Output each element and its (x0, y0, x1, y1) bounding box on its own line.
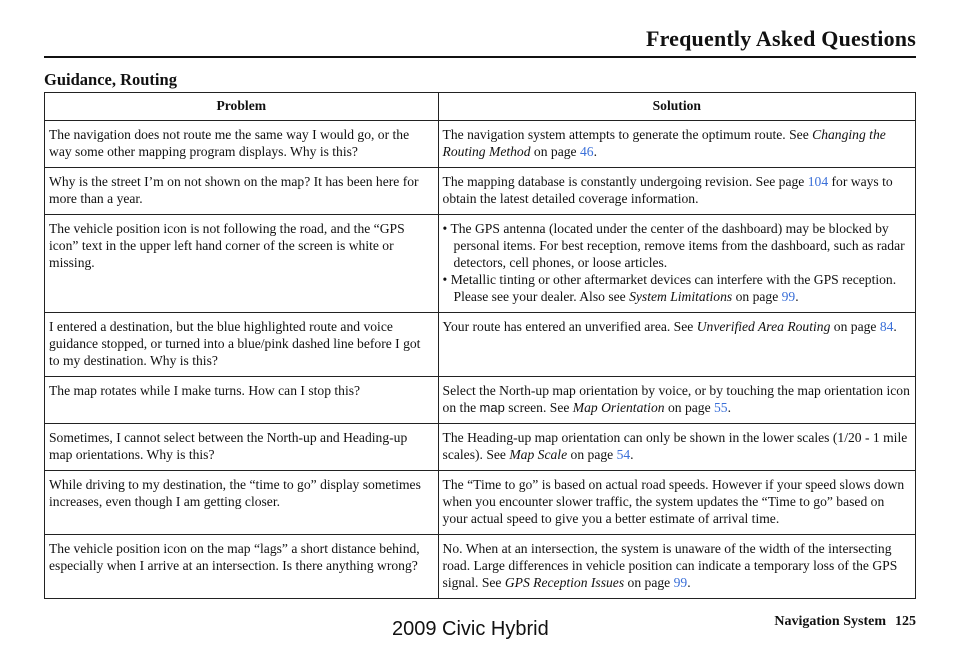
solution-cell (438, 121, 915, 168)
reference-title: GPS Reception Issues (504, 575, 625, 590)
table-row (45, 471, 916, 535)
solution-cell: The “Time to go” is based on actual road speeds. However if your speed slows down when you encounter slower traffic, the system updates the “Time to go” based on your actual speed to give you a better estimate of arrival time. (438, 471, 915, 535)
solution-text: on page (830, 319, 880, 334)
solution-text: on page (624, 575, 674, 590)
bullet-item (443, 271, 911, 305)
solution-text: . (893, 319, 897, 334)
page-link[interactable]: 104 (807, 174, 829, 189)
problem-cell: The vehicle position icon on the map “lags” a short distance behind, especially when I arrive at an intersection. Is there anything wrong? (45, 535, 439, 599)
solution-cell (438, 424, 915, 471)
solution-text: Your route has entered an unverified area. See (442, 319, 697, 334)
solution-cell (438, 313, 915, 377)
section-title: Guidance, Routing (44, 70, 177, 89)
page-link[interactable]: 99 (673, 575, 688, 590)
table-row (45, 168, 916, 215)
problem-cell: Sometimes, I cannot select between the North-up and Heading-up map orientations. Why is this? (45, 424, 439, 471)
solution-text: on page (664, 400, 714, 415)
page-link[interactable]: 46 (579, 144, 594, 159)
problem-column-header: Problem (45, 93, 439, 121)
watermark-text: 2009 Civic Hybrid (392, 618, 549, 640)
page-link[interactable]: 99 (781, 289, 796, 304)
solution-text: The mapping database is constantly undergoing revision. See page (442, 174, 808, 189)
solution-text: . (593, 144, 597, 159)
reference-title: Map Scale (509, 447, 568, 462)
solution-text: No. When at an intersection, the system is unaware of the width of the intersecting road. Large differences in vehicle position can indicate a temporary loss of the GPS signal. See (442, 541, 898, 590)
header-rule (44, 56, 916, 58)
problem-cell: The vehicle position icon is not following the road, and the “GPS icon” text in the upper left hand corner of the screen is white or missing. (45, 215, 439, 313)
page-link[interactable]: 84 (879, 319, 894, 334)
solution-text: for ways to obtain the latest detailed coverage information. (442, 174, 893, 206)
solution-text: . (687, 575, 691, 590)
solution-cell (438, 535, 915, 599)
reference-title: Changing the Routing Method (442, 127, 886, 159)
solution-cell (438, 215, 915, 313)
solution-text: on page (732, 289, 782, 304)
screen-name: map (479, 400, 505, 415)
solution-text: . (727, 400, 731, 415)
solution-text: The Heading-up map orientation can only be shown in the lower scales (1/20 - 1 mile scales). See (442, 430, 908, 462)
bullet-list (443, 220, 911, 305)
table-header-row (45, 93, 916, 121)
footer-section-label: Navigation System (774, 614, 886, 629)
page-link[interactable]: 55 (714, 400, 728, 415)
table-row (45, 121, 916, 168)
reference-title: Unverified Area Routing (696, 319, 831, 334)
table-row (45, 377, 916, 424)
page-number: 125 (895, 614, 916, 629)
problem-cell: Why is the street I’m on not shown on the map? It has been here for more than a year. (45, 168, 439, 215)
table-row (45, 424, 916, 471)
page-link[interactable]: 54 (616, 447, 631, 462)
solution-cell (438, 168, 915, 215)
solution-text: • Metallic tinting or other aftermarket devices can interfere with the GPS reception. Please see your dealer. Also see (442, 272, 897, 304)
solution-text: screen. See (504, 400, 573, 415)
solution-text: The navigation system attempts to generate the optimum route. See (442, 127, 813, 142)
table-row (45, 215, 916, 313)
reference-title: Map Orientation (572, 400, 665, 415)
solution-text: Select the North-up map orientation by voice, or by touching the map orientation icon on the (442, 383, 910, 415)
problem-cell: The navigation does not route me the same way I would go, or the way some other mapping program displays. Why is this? (45, 121, 439, 168)
bullet-item: • The GPS antenna (located under the center of the dashboard) may be blocked by personal items. For best reception, remove items from the dashboard, such as radar detectors, cell phones, or loose articles. (442, 221, 905, 270)
solution-text: on page (530, 144, 580, 159)
problem-cell: I entered a destination, but the blue highlighted route and voice guidance stopped, or turned into a blue/pink dashed line before I got to my destination. Why is this? (45, 313, 439, 377)
reference-title: System Limitations (629, 289, 733, 304)
table-row (45, 535, 916, 599)
solution-cell (438, 377, 915, 424)
solution-text: . (795, 289, 799, 304)
table-row (45, 313, 916, 377)
problem-cell: The map rotates while I make turns. How can I stop this? (45, 377, 439, 424)
page-header-title: Frequently Asked Questions (645, 26, 916, 51)
faq-table (44, 92, 916, 599)
solution-text: on page (567, 447, 617, 462)
solution-column-header: Solution (438, 93, 915, 121)
solution-text: . (630, 447, 634, 462)
problem-cell: While driving to my destination, the “time to go” display sometimes increases, even though I am getting closer. (45, 471, 439, 535)
